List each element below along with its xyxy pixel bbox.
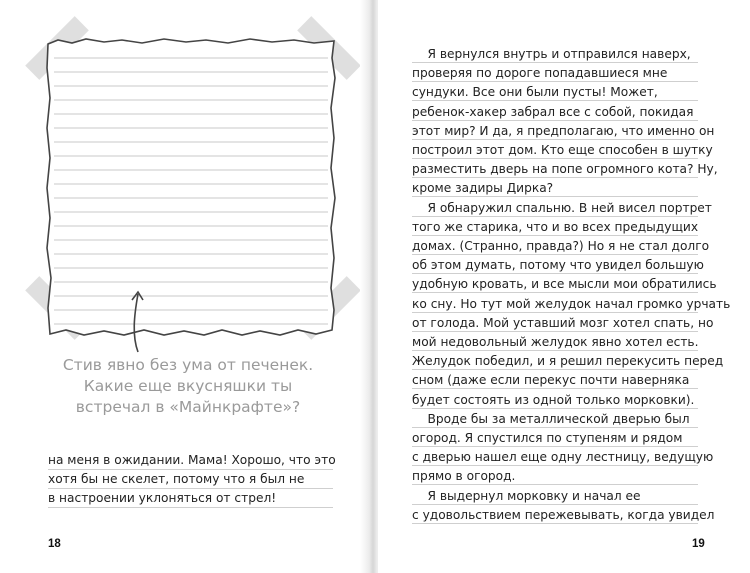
page-number: 18 [48, 538, 61, 550]
ruled-line [412, 196, 698, 197]
text-line: Я выдернул морковку и начал ее [412, 488, 641, 503]
text-line: с дверью нашел еще одну лестницу, ведущую [412, 450, 714, 465]
page-number: 19 [692, 538, 705, 550]
ruled-line [412, 273, 698, 274]
text-line: с удовольствием пережевывать, когда увидел [412, 507, 715, 522]
text-line: ребенок-хакер забрал все с собой, покидая [412, 104, 694, 119]
ruled-line [48, 488, 333, 489]
text-line: Желудок победил, и я решил перекусить перед [412, 354, 724, 369]
ruled-line [412, 312, 698, 313]
ruled-line [412, 504, 698, 505]
right-page [378, 0, 750, 573]
ruled-line [412, 465, 698, 466]
text-line: мой недовольный желудок явно хотел есть. [412, 335, 699, 349]
ruled-line [412, 216, 698, 217]
ruled-line [412, 158, 698, 159]
text-line: хотя бы не скелет, потому что я был не [48, 472, 305, 486]
text-line: огород. Я спустился по ступеням и рядом [412, 431, 683, 445]
ruled-line [412, 446, 698, 447]
ruled-line [48, 507, 333, 508]
text-line: кроме задиры Дирка? [412, 181, 554, 196]
ruled-line [412, 427, 698, 428]
text-line: в настроении уклоняться от стрел! [48, 491, 277, 505]
notebook-paper-illustration [22, 16, 366, 338]
ruled-line [412, 120, 698, 121]
text-line: прямо в огород. [412, 469, 516, 484]
text-line: проверяя по дороге попадавшиеся мне [412, 66, 668, 81]
text-line: Я обнаружил спальню. В ней висел портрет [412, 200, 712, 215]
ruled-line [412, 408, 698, 409]
text-line: того же старика, что и во всех предыдущих [412, 219, 699, 234]
text-line: Я вернулся внутрь и отправился наверх, [412, 47, 691, 61]
ruled-line [412, 292, 698, 293]
ruled-line [412, 62, 698, 63]
ruled-line [412, 388, 698, 389]
text-line: от голода. Мой уставший мозг хотел спать, но [412, 315, 714, 330]
ruled-line [412, 484, 698, 485]
caption-line: встречал в «Майнкрафте»? [75, 398, 301, 416]
ruled-line [412, 254, 698, 255]
ruled-line [412, 235, 698, 236]
arrow-icon [122, 286, 152, 356]
left-page [0, 0, 368, 573]
ruled-line [412, 81, 698, 82]
text-line: об этом думать, потому что увидел большую [412, 258, 704, 273]
ruled-line [48, 469, 333, 470]
ruled-line [412, 139, 698, 140]
caption-line: Стив явно без ума от печенек. [62, 356, 314, 374]
text-line: будет состоять из одной только морковки). [412, 392, 695, 407]
text-line: этот мир? И да, я предполагаю, что именно он [412, 123, 715, 138]
text-line: домах. (Странно, правда?) Но я не стал долго [412, 239, 710, 253]
text-line: сундуки. Все они были пусты! Может, [412, 85, 658, 100]
caption-line: Какие еще вкусняшки ты [83, 377, 293, 395]
ruled-line [412, 177, 698, 178]
text-line: ко сну. Но тут мой желудок начал громко урчать [412, 296, 731, 311]
ruled-line [412, 350, 698, 351]
ruled-line [412, 331, 698, 332]
text-line: разместить дверь на попе огромного кота? Ну, [412, 162, 718, 177]
ruled-line [412, 100, 698, 101]
text-line: на меня в ожидании. Мама! Хорошо, что это [48, 453, 336, 467]
ruled-line [412, 369, 698, 370]
text-line: построил этот дом. Кто еще способен в шутку [412, 143, 713, 157]
text-line: удобную кровать, и все мысли мои обратились [412, 277, 717, 292]
text-line: Вроде бы за металлической дверью был [412, 411, 690, 426]
text-line: сном (даже если перекус почти наверняка [412, 373, 690, 388]
lined-paper-note [46, 38, 336, 338]
ruled-line [412, 523, 698, 524]
